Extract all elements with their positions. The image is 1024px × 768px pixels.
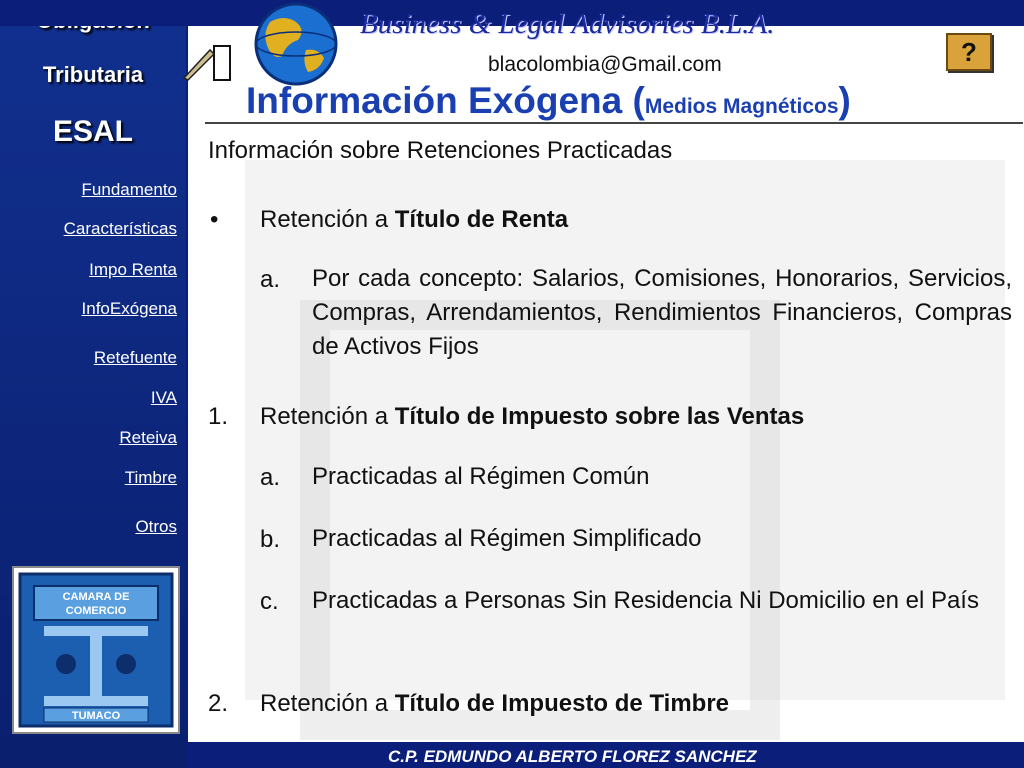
item-ventas-a-text: Practicadas al Régimen Común (312, 463, 650, 490)
sidebar-link-iva[interactable]: IVA (150, 388, 177, 407)
sidebar-link-otros[interactable]: Otros (135, 517, 177, 536)
item-timbre-bold: Título de Impuesto de Timbre (394, 690, 730, 717)
page-title-main: Información Exógena ( (246, 80, 645, 121)
item-ventas-marker: 1. (208, 403, 229, 430)
content-lead: Información sobre Retenciones Practicadas (208, 137, 673, 164)
item-renta-bold: Título de Renta (394, 206, 569, 233)
item-renta (260, 206, 568, 234)
sidebar-link-fundamento[interactable]: Fundamento (81, 180, 177, 199)
item-timbre-prefix: Retención a (260, 690, 395, 717)
bullet-marker: • (210, 206, 219, 233)
item-ventas-c-text: Practicadas a Personas Sin Residencia Ni Domicilio en el País (312, 587, 979, 614)
title-divider (205, 122, 1023, 124)
footer-author: C.P. EDMUNDO ALBERTO FLOREZ SANCHEZ (388, 747, 757, 766)
item-renta-prefix: Retención a (260, 206, 395, 233)
sidebar (0, 0, 186, 768)
page-title-close: ) (838, 80, 851, 121)
sidebar-title-esal: ESAL (52, 115, 133, 148)
page-title-sub: Medios Magnéticos (644, 95, 839, 118)
item-ventas-a-marker: a. (260, 464, 281, 491)
item-timbre-marker: 2. (208, 690, 229, 717)
help-button[interactable]: ? (946, 33, 992, 71)
globe-icon (236, 0, 346, 86)
svg-text:CAMARA DE: CAMARA DE (62, 591, 130, 603)
item-ventas-bold: Título de Impuesto sobre las Ventas (394, 403, 805, 430)
item-ventas (260, 403, 804, 431)
company-name: Business & Legal Advisories B.L.A. (360, 8, 775, 40)
item-renta-a-text: Por cada concepto: Salarios, Comisiones, Honorarios, Servicios, Compras, Arrendamientos, Rendimientos Financieros, Compras de Activos Fijos (312, 265, 1012, 360)
sidebar-link-impo-renta[interactable]: Impo Renta (89, 260, 177, 279)
item-renta-a-marker: a. (260, 266, 281, 293)
camara-comercio-logo (12, 566, 180, 734)
svg-text:COMERCIO: COMERCIO (65, 605, 127, 617)
quill-icon (180, 40, 236, 84)
page-title (246, 80, 851, 122)
item-ventas-b-marker: b. (260, 526, 281, 553)
sidebar-link-timbre[interactable]: Timbre (124, 468, 177, 487)
sidebar-link-infoexogena[interactable]: InfoExógena (81, 299, 177, 318)
item-ventas-b-text: Practicadas al Régimen Simplificado (312, 525, 702, 552)
item-ventas-prefix: Retención a (260, 403, 395, 430)
svg-text:TUMACO: TUMACO (71, 710, 121, 722)
item-timbre (260, 690, 729, 718)
sidebar-title-line2: Tributaria (42, 62, 144, 87)
item-ventas-c-marker: c. (260, 588, 279, 615)
sidebar-link-reteiva[interactable]: Reteiva (119, 428, 177, 447)
sidebar-link-retefuente[interactable]: Retefuente (93, 348, 177, 367)
sidebar-link-caracteristicas[interactable]: Características (63, 219, 177, 238)
watermark-grid (300, 300, 780, 740)
company-email: blacolombia@Gmail.com (488, 53, 722, 76)
